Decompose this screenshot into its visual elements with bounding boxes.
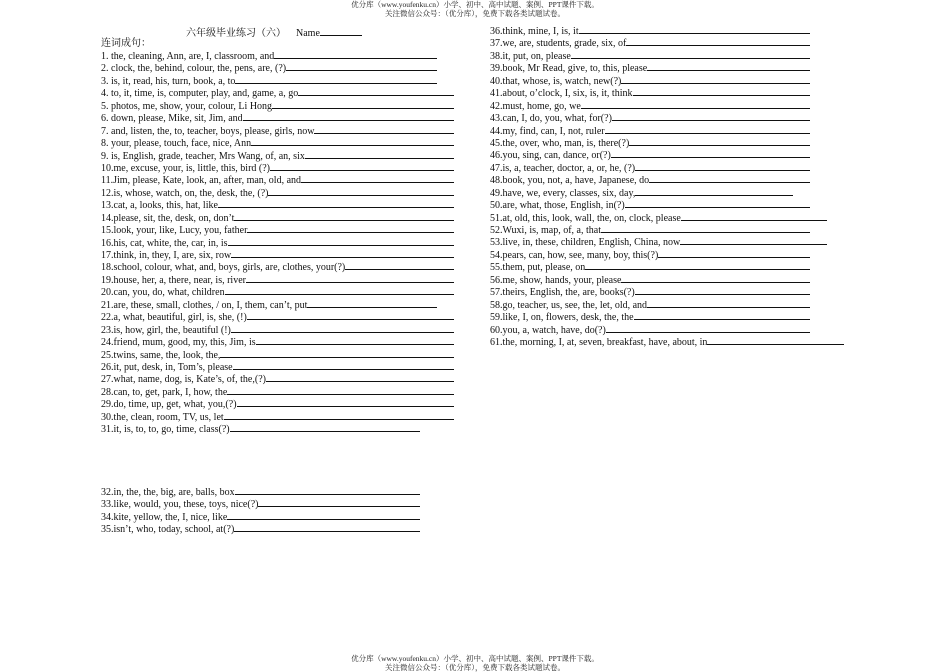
answer-blank[interactable] xyxy=(305,149,454,159)
exercise-item xyxy=(490,124,844,136)
exercise-words: 10.me, excuse, your, is, little, this, bird (?) xyxy=(101,162,271,174)
exercise-item xyxy=(490,211,844,223)
exercise-words: 20.can, you, do, what, children xyxy=(101,287,225,299)
exercise-words: 39.book, Mr Read, give, to, this, please xyxy=(490,63,648,75)
exercise-words: 34.kite, yellow, the, I, nice, like xyxy=(101,511,228,523)
exercise-words: 3. is, it, read, his, turn, book, a, to xyxy=(101,75,236,87)
exercise-words: 53.live, in, these, children, English, China, now xyxy=(490,237,681,249)
exercise-item xyxy=(101,111,454,123)
exercise-item xyxy=(101,99,454,111)
answer-blank[interactable] xyxy=(707,335,844,345)
answer-blank[interactable] xyxy=(220,348,454,358)
exercise-item xyxy=(101,422,454,434)
left-column xyxy=(101,49,454,435)
answer-blank[interactable] xyxy=(224,410,454,420)
exercise-words: 55.them, put, please, on xyxy=(490,262,586,274)
exercise-words: 57.theirs, English, the, are, books(?) xyxy=(490,287,635,299)
exercise-item xyxy=(101,124,454,136)
exercise-words: 58.go, teacher, us, see, the, let, old, and xyxy=(490,299,648,311)
exercise-words: 44.my, find, can, I, not, ruler xyxy=(490,125,605,137)
exercise-item xyxy=(101,385,454,397)
answer-blank[interactable] xyxy=(647,298,810,308)
exercise-item xyxy=(101,372,454,384)
exercise-item xyxy=(101,273,454,285)
title-text: 六年级毕业练习（六） xyxy=(186,28,286,39)
exercise-item xyxy=(101,522,420,534)
exercise-item xyxy=(490,186,844,198)
name-blank[interactable] xyxy=(320,25,362,36)
exercise-words: 47.is, a, teacher, doctor, a, or, he, (?) xyxy=(490,162,636,174)
exercise-item xyxy=(101,360,454,372)
footer-line-2: 关注微信公众号：（优分库），免费下载各类试题试卷。 xyxy=(385,663,565,672)
exercise-item xyxy=(101,260,454,272)
exercise-words: 59.like, I, on, flowers, desk, the, the xyxy=(490,312,634,324)
exercise-item xyxy=(490,235,844,247)
answer-blank[interactable] xyxy=(626,36,810,46)
exercise-words: 4. to, it, time, is, computer, play, and, game, a, go xyxy=(101,88,299,100)
exercise-words: 11.Jim, please, Kate, look, an, after, man, old, and xyxy=(101,175,302,187)
exercise-item xyxy=(101,285,454,297)
right-column xyxy=(490,24,844,347)
exercise-item xyxy=(490,136,844,148)
answer-blank[interactable] xyxy=(235,74,437,84)
exercise-words: 5. photos, me, show, your, colour, Li Hong xyxy=(101,100,273,112)
answer-blank[interactable] xyxy=(268,186,454,196)
answer-blank[interactable] xyxy=(307,298,437,308)
exercise-item xyxy=(490,148,844,160)
exercise-words: 61.the, morning, I, at, seven, breakfast, have, about, in xyxy=(490,336,708,348)
exercise-words: 54.pears, can, how, see, many, boy, this(?) xyxy=(490,249,659,261)
exercise-item xyxy=(101,173,454,185)
exercise-words: 28.can, to, get, park, I, how, the xyxy=(101,386,228,398)
exercise-item xyxy=(101,236,454,248)
exercise-item xyxy=(101,410,454,422)
exercise-words: 32.in, the, the, big, are, balls, box xyxy=(101,487,235,498)
exercise-words: 25.twins, same, the, look, the, xyxy=(101,349,221,361)
exercise-words: 8. your, please, touch, face, nice, Ann xyxy=(101,138,252,150)
exercise-words: 15.look, your, like, Lucy, you, father xyxy=(101,225,248,237)
answer-blank[interactable] xyxy=(266,372,454,382)
answer-blank[interactable] xyxy=(233,360,454,370)
answer-blank[interactable] xyxy=(314,124,454,134)
exercise-item xyxy=(490,248,844,260)
exercise-item xyxy=(490,273,844,285)
exercise-words: 24.friend, mum, good, my, this, Jim, is xyxy=(101,337,256,349)
answer-blank[interactable] xyxy=(225,285,454,295)
answer-blank[interactable] xyxy=(611,148,810,158)
exercise-words: 2. clock, the, behind, colour, the, pens, are, (?) xyxy=(101,63,287,75)
answer-blank[interactable] xyxy=(635,186,793,196)
exercise-words: 30.the, clean, room, TV, us, let xyxy=(101,411,224,423)
worksheet-title xyxy=(186,25,362,40)
answer-blank[interactable] xyxy=(601,223,810,233)
answer-blank[interactable] xyxy=(658,248,810,258)
answer-blank[interactable] xyxy=(579,24,810,34)
exercise-words: 31.it, is, to, to, go, time, class(?) xyxy=(101,424,230,436)
answer-blank[interactable] xyxy=(218,198,454,208)
exercise-words: 12.is, whose, watch, on, the, desk, the, (?) xyxy=(101,187,269,199)
exercise-item xyxy=(101,248,454,260)
answer-blank[interactable] xyxy=(635,161,810,171)
exercise-words: 19.house, her, a, there, near, is, river xyxy=(101,274,246,286)
exercise-item xyxy=(101,510,420,522)
exercise-words: 22.a, what, beautiful, girl, is, she, (!) xyxy=(101,312,247,324)
answer-blank[interactable] xyxy=(633,86,811,96)
exercise-words: 42.must, home, go, we xyxy=(490,100,581,112)
exercise-words: 43.can, I, do, you, what, for(?) xyxy=(490,113,612,125)
answer-blank[interactable] xyxy=(625,198,810,208)
exercise-words: 41.about, o’clock, I, six, is, it, think xyxy=(490,88,633,100)
exercise-item xyxy=(490,298,844,310)
answer-blank[interactable] xyxy=(612,111,810,121)
exercise-item xyxy=(101,348,454,360)
exercise-item xyxy=(101,149,454,161)
answer-blank[interactable] xyxy=(270,161,454,171)
answer-blank[interactable] xyxy=(585,260,810,270)
answer-blank[interactable] xyxy=(621,74,810,84)
exercise-item xyxy=(101,186,454,198)
answer-blank[interactable] xyxy=(228,236,454,246)
left-column-lower xyxy=(101,485,420,535)
exercise-item xyxy=(490,36,844,48)
answer-blank[interactable] xyxy=(286,61,437,71)
page-header xyxy=(0,0,950,18)
answer-blank[interactable] xyxy=(681,211,827,221)
exercise-words: 27.what, name, dog, is, Kate’s, of, the,(?) xyxy=(101,374,266,386)
exercise-words: 49.have, we, every, classes, six, day, xyxy=(490,187,636,199)
answer-blank[interactable] xyxy=(227,385,454,395)
exercise-item xyxy=(101,74,454,86)
exercise-item xyxy=(101,298,454,310)
exercise-item xyxy=(490,260,844,272)
answer-blank[interactable] xyxy=(298,86,454,96)
exercise-item xyxy=(490,198,844,210)
exercise-words: 40.that, whose, is, watch, new(?) xyxy=(490,75,622,87)
header-line-2: 关注微信公众号：（优分库），免费下载各类试题试卷。 xyxy=(385,9,565,18)
instruction: 连词成句： xyxy=(101,38,151,49)
answer-blank[interactable] xyxy=(246,273,454,283)
exercise-words: 17.think, in, they, I, are, six, row xyxy=(101,250,232,261)
answer-blank[interactable] xyxy=(231,323,454,333)
exercise-words: 56.me, show, hands, your, please xyxy=(490,274,622,286)
exercise-item xyxy=(490,24,844,36)
exercise-words: 48.book, you, not, a, have, Japanese, do xyxy=(490,175,650,187)
exercise-words: 21.are, these, small, clothes, / on, I, them, can’t, put xyxy=(101,299,308,311)
answer-blank[interactable] xyxy=(243,111,454,121)
exercise-words: 1. the, cleaning, Ann, are, I, classroom, and xyxy=(101,51,275,62)
exercise-words: 29.do, time, up, get, what, you,(?) xyxy=(101,399,237,411)
exercise-item xyxy=(490,310,844,322)
exercise-item xyxy=(490,111,844,123)
exercise-item xyxy=(490,285,844,297)
exercise-item xyxy=(101,485,420,497)
header-line-1: 优分库（www.youfenku.cn）小学、初中、高中试题、案例、PPT课件下载。 xyxy=(351,0,599,9)
answer-blank[interactable] xyxy=(234,211,454,221)
exercise-item xyxy=(101,397,454,409)
exercise-words: 51.at, old, this, look, wall, the, on, clock, please xyxy=(490,212,681,224)
exercise-item xyxy=(490,49,844,61)
exercise-item xyxy=(101,136,454,148)
exercise-words: 26.it, put, desk, in, Tom’s, please xyxy=(101,361,233,373)
answer-blank[interactable] xyxy=(647,61,810,71)
answer-blank[interactable] xyxy=(635,285,810,295)
exercise-item xyxy=(101,323,454,335)
exercise-item xyxy=(101,49,454,61)
answer-blank[interactable] xyxy=(621,273,810,283)
answer-blank[interactable] xyxy=(247,310,454,320)
answer-blank[interactable] xyxy=(649,173,810,183)
exercise-words: 13.cat, a, looks, this, hat, like xyxy=(101,200,218,212)
exercise-item xyxy=(490,99,844,111)
answer-blank[interactable] xyxy=(258,497,420,507)
exercise-item xyxy=(490,173,844,185)
page-footer xyxy=(0,654,950,672)
exercise-words: 7. and, listen, the, to, teacher, boys, please, girls, now xyxy=(101,125,315,137)
exercise-item xyxy=(490,161,844,173)
exercise-item xyxy=(101,335,454,347)
answer-blank[interactable] xyxy=(230,422,420,432)
answer-blank[interactable] xyxy=(247,223,454,233)
answer-blank[interactable] xyxy=(629,136,810,146)
exercise-words: 35.isn’t, who, today, school, at(?) xyxy=(101,524,235,536)
exercise-item xyxy=(490,323,844,335)
footer-line-1: 优分库（www.youfenku.cn）小学、初中、高中试题、案例、PPT课件下载。 xyxy=(351,654,599,663)
exercise-words: 50.are, what, those, English, in(?) xyxy=(490,200,625,212)
exercise-item xyxy=(101,223,454,235)
answer-blank[interactable] xyxy=(227,510,420,520)
answer-blank[interactable] xyxy=(581,99,810,109)
exercise-item xyxy=(101,497,420,509)
exercise-words: 6. down, please, Mike, sit, Jim, and xyxy=(101,113,243,125)
answer-blank[interactable] xyxy=(237,397,454,407)
exercise-words: 38.it, put, on, please xyxy=(490,50,571,62)
exercise-item xyxy=(101,61,454,73)
answer-blank[interactable] xyxy=(345,260,454,270)
exercise-item xyxy=(490,61,844,73)
answer-blank[interactable] xyxy=(256,335,454,345)
answer-blank[interactable] xyxy=(634,310,810,320)
answer-blank[interactable] xyxy=(274,49,437,59)
answer-blank[interactable] xyxy=(605,124,810,134)
exercise-item xyxy=(490,223,844,235)
exercise-item xyxy=(101,211,454,223)
exercise-item xyxy=(490,74,844,86)
exercise-item xyxy=(101,198,454,210)
exercise-words: 36.think, mine, I, is, it xyxy=(490,26,579,37)
exercise-words: 60.you, a, watch, have, do(?) xyxy=(490,324,606,336)
exercise-item xyxy=(490,335,844,347)
answer-blank[interactable] xyxy=(231,248,454,258)
exercise-words: 45.the, over, who, man, is, there(?) xyxy=(490,137,630,149)
exercise-words: 9. is, English, grade, teacher, Mrs Wang, of, an, six xyxy=(101,150,305,162)
exercise-words: 16.his, cat, white, the, car, in, is xyxy=(101,237,228,249)
exercise-item xyxy=(101,310,454,322)
exercise-words: 23.is, how, girl, the, beautiful (!) xyxy=(101,324,231,336)
exercise-item xyxy=(490,86,844,98)
exercise-words: 33.like, would, you, these, toys, nice(?) xyxy=(101,499,259,511)
exercise-item xyxy=(101,86,454,98)
answer-blank[interactable] xyxy=(571,49,810,59)
answer-blank[interactable] xyxy=(272,99,454,109)
answer-blank[interactable] xyxy=(680,235,827,245)
exercise-words: 46.you, sing, can, dance, or(?) xyxy=(490,150,611,162)
exercise-words: 14.please, sit, the, desk, on, don’t xyxy=(101,212,235,224)
answer-blank[interactable] xyxy=(606,323,810,333)
answer-blank[interactable] xyxy=(251,136,454,146)
exercise-words: 37.we, are, students, grade, six, of xyxy=(490,38,627,50)
name-label: Name xyxy=(296,28,320,39)
answer-blank[interactable] xyxy=(301,173,454,183)
answer-blank[interactable] xyxy=(234,522,420,532)
exercise-item xyxy=(101,161,454,173)
exercise-words: 18.school, colour, what, and, boys, girls, are, clothes, your(?) xyxy=(101,262,346,274)
exercise-words: 52.Wuxi, is, map, of, a, that xyxy=(490,225,601,236)
answer-blank[interactable] xyxy=(235,485,420,495)
